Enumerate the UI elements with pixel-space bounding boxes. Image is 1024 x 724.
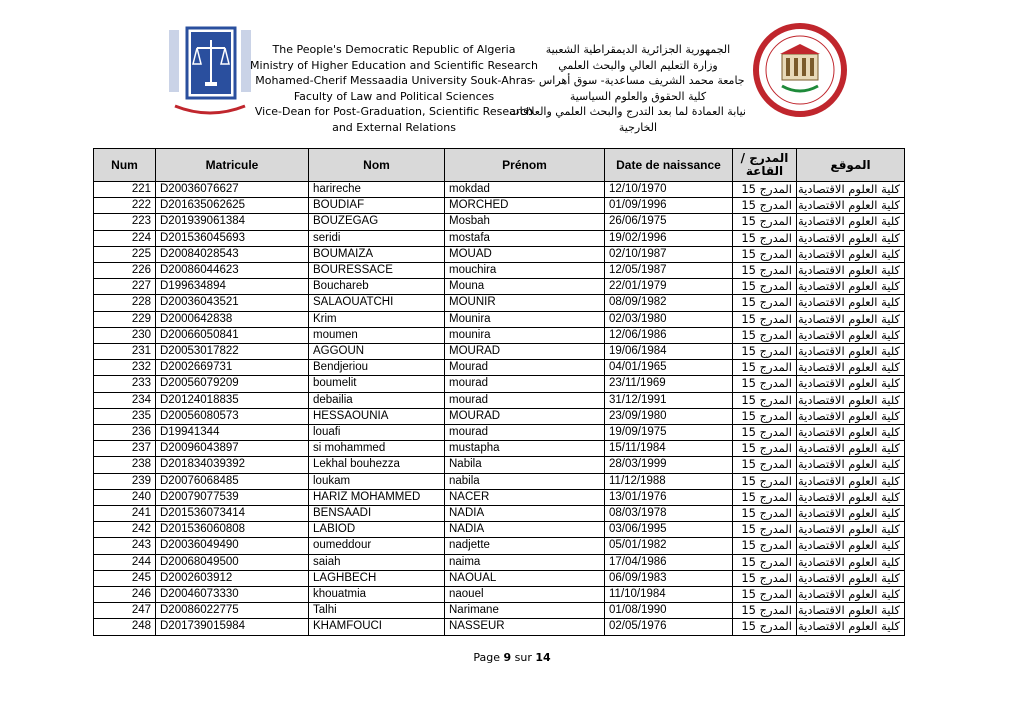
arabic-header-text <box>509 42 746 136</box>
header-date-naissance: Date de naissance <box>605 149 733 182</box>
cell-prenom: MOUNIR <box>445 295 605 311</box>
cell-prenom: Mosbah <box>445 214 605 230</box>
table-body <box>94 182 905 636</box>
cell-location: كلية العلوم الاقتصادية <box>797 489 905 505</box>
cell-matricule: D20046073330 <box>156 587 309 603</box>
header-nom: Nom <box>309 149 445 182</box>
cell-matricule: D2002603912 <box>156 570 309 586</box>
fr-header-line: Ministry of Higher Education and Scientific Research <box>250 58 538 72</box>
table-row <box>94 619 905 635</box>
cell-location: كلية العلوم الاقتصادية <box>797 392 905 408</box>
ar-header-line: نيابة العمادة لما بعد التدرج والبحث العلمي والعلاقات <box>509 105 746 119</box>
cell-num: 242 <box>94 522 156 538</box>
cell-date: 26/06/1975 <box>605 214 733 230</box>
table-row <box>94 182 905 198</box>
table-row <box>94 473 905 489</box>
cell-location: كلية العلوم الاقتصادية <box>797 570 905 586</box>
cell-location: كلية العلوم الاقتصادية <box>797 311 905 327</box>
cell-amphi: المدرج 15 <box>733 538 797 554</box>
cell-date: 02/10/1987 <box>605 246 733 262</box>
cell-matricule: D20096043897 <box>156 441 309 457</box>
cell-prenom: mourad <box>445 425 605 441</box>
cell-num: 227 <box>94 279 156 295</box>
page-total: 14 <box>535 651 551 664</box>
cell-nom: Bouchareb <box>309 279 445 295</box>
table-row <box>94 214 905 230</box>
cell-amphi: المدرج 15 <box>733 327 797 343</box>
table-row <box>94 392 905 408</box>
cell-amphi: المدرج 15 <box>733 263 797 279</box>
header-amphi: المدرج / القاعة <box>733 149 797 182</box>
table-row <box>94 554 905 570</box>
cell-location: كلية العلوم الاقتصادية <box>797 198 905 214</box>
cell-num: 240 <box>94 489 156 505</box>
cell-prenom: MOURAD <box>445 408 605 424</box>
cell-matricule: D20036076627 <box>156 182 309 198</box>
cell-prenom: NAOUAL <box>445 570 605 586</box>
cell-location: كلية العلوم الاقتصادية <box>797 441 905 457</box>
cell-matricule: D201635062625 <box>156 198 309 214</box>
cell-matricule: D20086044623 <box>156 263 309 279</box>
cell-amphi: المدرج 15 <box>733 408 797 424</box>
header-num: Num <box>94 149 156 182</box>
cell-matricule: D201536045693 <box>156 230 309 246</box>
students-table <box>93 148 905 636</box>
university-logo-right <box>752 22 848 118</box>
cell-amphi: المدرج 15 <box>733 522 797 538</box>
table-row <box>94 295 905 311</box>
cell-location: كلية العلوم الاقتصادية <box>797 506 905 522</box>
cell-prenom: mouchira <box>445 263 605 279</box>
page-sep: sur <box>514 651 532 664</box>
cell-date: 15/11/1984 <box>605 441 733 457</box>
cell-prenom: Nabila <box>445 457 605 473</box>
cell-location: كلية العلوم الاقتصادية <box>797 425 905 441</box>
cell-amphi: المدرج 15 <box>733 198 797 214</box>
cell-num: 236 <box>94 425 156 441</box>
table-row <box>94 344 905 360</box>
cell-location: كلية العلوم الاقتصادية <box>797 376 905 392</box>
page-current: 9 <box>503 651 512 664</box>
cell-prenom: MOURAD <box>445 344 605 360</box>
cell-num: 246 <box>94 587 156 603</box>
cell-date: 06/09/1983 <box>605 570 733 586</box>
cell-date: 23/11/1969 <box>605 376 733 392</box>
cell-prenom: NACER <box>445 489 605 505</box>
cell-amphi: المدرج 15 <box>733 376 797 392</box>
cell-date: 19/09/1975 <box>605 425 733 441</box>
cell-num: 232 <box>94 360 156 376</box>
cell-prenom: Mouna <box>445 279 605 295</box>
cell-matricule: D199634894 <box>156 279 309 295</box>
cell-num: 229 <box>94 311 156 327</box>
header-matricule: Matricule <box>156 149 309 182</box>
cell-nom: BOUMAIZA <box>309 246 445 262</box>
cell-date: 01/09/1996 <box>605 198 733 214</box>
cell-date: 02/03/1980 <box>605 311 733 327</box>
cell-matricule: D20066050841 <box>156 327 309 343</box>
cell-prenom: mourad <box>445 392 605 408</box>
cell-amphi: المدرج 15 <box>733 214 797 230</box>
cell-num: 226 <box>94 263 156 279</box>
cell-date: 22/01/1979 <box>605 279 733 295</box>
cell-nom: harireche <box>309 182 445 198</box>
cell-nom: moumen <box>309 327 445 343</box>
cell-prenom: MOUAD <box>445 246 605 262</box>
ar-header-line: كلية الحقوق والعلوم السياسية <box>569 89 707 103</box>
fr-header-line: and External Relations <box>332 120 456 134</box>
cell-prenom: mustapha <box>445 441 605 457</box>
cell-amphi: المدرج 15 <box>733 295 797 311</box>
fr-header-line: The People's Democratic Republic of Algeria <box>272 43 516 56</box>
cell-num: 234 <box>94 392 156 408</box>
cell-matricule: D201939061384 <box>156 214 309 230</box>
cell-matricule: D201834039392 <box>156 457 309 473</box>
cell-nom: KHAMFOUCI <box>309 619 445 635</box>
cell-nom: oumeddour <box>309 538 445 554</box>
cell-amphi: المدرج 15 <box>733 279 797 295</box>
table-row <box>94 489 905 505</box>
cell-num: 238 <box>94 457 156 473</box>
cell-amphi: المدرج 15 <box>733 570 797 586</box>
cell-location: كلية العلوم الاقتصادية <box>797 246 905 262</box>
cell-location: كلية العلوم الاقتصادية <box>797 473 905 489</box>
cell-date: 05/01/1982 <box>605 538 733 554</box>
cell-num: 248 <box>94 619 156 635</box>
university-logo-left <box>165 22 255 122</box>
cell-matricule: D20076068485 <box>156 473 309 489</box>
cell-prenom: Mourad <box>445 360 605 376</box>
header-prenom: Prénom <box>445 149 605 182</box>
cell-nom: si mohammed <box>309 441 445 457</box>
cell-prenom: mounira <box>445 327 605 343</box>
cell-matricule: D201536073414 <box>156 506 309 522</box>
cell-nom: khouatmia <box>309 587 445 603</box>
cell-date: 23/09/1980 <box>605 408 733 424</box>
cell-location: كلية العلوم الاقتصادية <box>797 182 905 198</box>
cell-amphi: المدرج 15 <box>733 473 797 489</box>
cell-prenom: MORCHED <box>445 198 605 214</box>
cell-location: كلية العلوم الاقتصادية <box>797 522 905 538</box>
table-row <box>94 587 905 603</box>
cell-location: كلية العلوم الاقتصادية <box>797 554 905 570</box>
table-row <box>94 522 905 538</box>
fr-header-line: Faculty of Law and Political Sciences <box>293 89 495 103</box>
cell-prenom: mokdad <box>445 182 605 198</box>
cell-nom: SALAOUATCHI <box>309 295 445 311</box>
cell-nom: BOUDIAF <box>309 198 445 214</box>
cell-location: كلية العلوم الاقتصادية <box>797 619 905 635</box>
cell-num: 233 <box>94 376 156 392</box>
cell-matricule: D20056080573 <box>156 408 309 424</box>
table-row <box>94 603 905 619</box>
cell-amphi: المدرج 15 <box>733 425 797 441</box>
cell-date: 11/12/1988 <box>605 473 733 489</box>
cell-date: 01/08/1990 <box>605 603 733 619</box>
page-footer <box>0 651 1024 664</box>
cell-nom: HESSAOUNIA <box>309 408 445 424</box>
table-row <box>94 506 905 522</box>
cell-location: كلية العلوم الاقتصادية <box>797 538 905 554</box>
cell-date: 31/12/1991 <box>605 392 733 408</box>
cell-prenom: naima <box>445 554 605 570</box>
ar-header-line: جامعة محمد الشريف مساعدية- سوق أهراس - <box>531 74 745 88</box>
cell-matricule: D201536060808 <box>156 522 309 538</box>
cell-date: 08/03/1978 <box>605 506 733 522</box>
cell-date: 12/05/1987 <box>605 263 733 279</box>
cell-location: كلية العلوم الاقتصادية <box>797 457 905 473</box>
cell-prenom: Narimane <box>445 603 605 619</box>
cell-num: 230 <box>94 327 156 343</box>
cell-amphi: المدرج 15 <box>733 587 797 603</box>
cell-prenom: naouel <box>445 587 605 603</box>
table-row <box>94 327 905 343</box>
cell-matricule: D20036049490 <box>156 538 309 554</box>
cell-prenom: mostafa <box>445 230 605 246</box>
cell-amphi: المدرج 15 <box>733 246 797 262</box>
table-row <box>94 230 905 246</box>
cell-amphi: المدرج 15 <box>733 441 797 457</box>
table-header-row <box>94 149 905 182</box>
cell-date: 17/04/1986 <box>605 554 733 570</box>
cell-matricule: D20053017822 <box>156 344 309 360</box>
cell-nom: BOURESSACE <box>309 263 445 279</box>
cell-location: كلية العلوم الاقتصادية <box>797 214 905 230</box>
cell-location: كلية العلوم الاقتصادية <box>797 263 905 279</box>
cell-nom: AGGOUN <box>309 344 445 360</box>
cell-date: 13/01/1976 <box>605 489 733 505</box>
cell-num: 244 <box>94 554 156 570</box>
cell-location: كلية العلوم الاقتصادية <box>797 279 905 295</box>
cell-num: 243 <box>94 538 156 554</box>
fr-header-line: Mohamed-Cherif Messaadia University Souk-Ahras <box>255 74 533 88</box>
cell-date: 04/01/1965 <box>605 360 733 376</box>
cell-nom: Talhi <box>309 603 445 619</box>
table-row <box>94 311 905 327</box>
cell-num: 228 <box>94 295 156 311</box>
cell-date: 12/10/1970 <box>605 182 733 198</box>
cell-num: 224 <box>94 230 156 246</box>
cell-location: كلية العلوم الاقتصادية <box>797 344 905 360</box>
cell-nom: BENSAADI <box>309 506 445 522</box>
cell-date: 11/10/1984 <box>605 587 733 603</box>
cell-location: كلية العلوم الاقتصادية <box>797 408 905 424</box>
table-row <box>94 198 905 214</box>
table-row <box>94 441 905 457</box>
cell-location: كلية العلوم الاقتصادية <box>797 360 905 376</box>
cell-matricule: D20084028543 <box>156 246 309 262</box>
cell-amphi: المدرج 15 <box>733 230 797 246</box>
table-row <box>94 246 905 262</box>
cell-amphi: المدرج 15 <box>733 489 797 505</box>
cell-location: كلية العلوم الاقتصادية <box>797 327 905 343</box>
cell-matricule: D20124018835 <box>156 392 309 408</box>
cell-nom: LAGHBECH <box>309 570 445 586</box>
cell-amphi: المدرج 15 <box>733 619 797 635</box>
cell-date: 28/03/1999 <box>605 457 733 473</box>
cell-num: 237 <box>94 441 156 457</box>
cell-nom: Lekhal bouhezza <box>309 457 445 473</box>
cell-amphi: المدرج 15 <box>733 603 797 619</box>
table-row <box>94 425 905 441</box>
table-row <box>94 263 905 279</box>
cell-location: كلية العلوم الاقتصادية <box>797 603 905 619</box>
cell-amphi: المدرج 15 <box>733 182 797 198</box>
cell-prenom: mourad <box>445 376 605 392</box>
cell-prenom: NASSEUR <box>445 619 605 635</box>
cell-num: 247 <box>94 603 156 619</box>
cell-nom: boumelit <box>309 376 445 392</box>
cell-num: 221 <box>94 182 156 198</box>
table-row <box>94 570 905 586</box>
document-header <box>0 0 1024 145</box>
cell-nom: Krim <box>309 311 445 327</box>
cell-matricule: D2000642838 <box>156 311 309 327</box>
cell-nom: LABIOD <box>309 522 445 538</box>
cell-matricule: D19941344 <box>156 425 309 441</box>
cell-location: كلية العلوم الاقتصادية <box>797 230 905 246</box>
cell-nom: Bendjeriou <box>309 360 445 376</box>
french-header-text <box>248 42 540 136</box>
cell-nom: loukam <box>309 473 445 489</box>
header-location: الموقع <box>797 149 905 182</box>
ar-header-line: الجمهورية الجزائرية الديمقراطية الشعبية <box>545 43 731 56</box>
cell-num: 235 <box>94 408 156 424</box>
cell-matricule: D201739015984 <box>156 619 309 635</box>
cell-amphi: المدرج 15 <box>733 360 797 376</box>
cell-matricule: D20068049500 <box>156 554 309 570</box>
cell-amphi: المدرج 15 <box>733 344 797 360</box>
cell-num: 222 <box>94 198 156 214</box>
cell-amphi: المدرج 15 <box>733 506 797 522</box>
cell-date: 19/02/1996 <box>605 230 733 246</box>
table-row <box>94 360 905 376</box>
cell-date: 02/05/1976 <box>605 619 733 635</box>
cell-amphi: المدرج 15 <box>733 457 797 473</box>
cell-prenom: nadjette <box>445 538 605 554</box>
cell-date: 12/06/1986 <box>605 327 733 343</box>
fr-header-line: Vice-Dean for Post-Graduation, Scientific Research <box>254 105 534 119</box>
cell-num: 241 <box>94 506 156 522</box>
cell-prenom: NADIA <box>445 522 605 538</box>
cell-nom: debailia <box>309 392 445 408</box>
cell-nom: saiah <box>309 554 445 570</box>
table-row <box>94 538 905 554</box>
cell-num: 239 <box>94 473 156 489</box>
table-row <box>94 279 905 295</box>
cell-prenom: nabila <box>445 473 605 489</box>
cell-matricule: D20036043521 <box>156 295 309 311</box>
table-row <box>94 376 905 392</box>
cell-date: 03/06/1995 <box>605 522 733 538</box>
cell-amphi: المدرج 15 <box>733 392 797 408</box>
ar-header-line: وزارة التعليم العالي والبحث العلمي <box>558 58 718 72</box>
cell-date: 19/06/1984 <box>605 344 733 360</box>
page-label: Page <box>473 651 500 664</box>
cell-matricule: D20056079209 <box>156 376 309 392</box>
cell-prenom: Mounira <box>445 311 605 327</box>
cell-matricule: D2002669731 <box>156 360 309 376</box>
cell-nom: HARIZ MOHAMMED <box>309 489 445 505</box>
cell-location: كلية العلوم الاقتصادية <box>797 587 905 603</box>
ar-header-line: الخارجية <box>618 120 658 134</box>
cell-nom: louafi <box>309 425 445 441</box>
cell-amphi: المدرج 15 <box>733 311 797 327</box>
cell-num: 225 <box>94 246 156 262</box>
cell-matricule: D20086022775 <box>156 603 309 619</box>
cell-date: 08/09/1982 <box>605 295 733 311</box>
cell-num: 223 <box>94 214 156 230</box>
table-row <box>94 457 905 473</box>
cell-num: 245 <box>94 570 156 586</box>
cell-amphi: المدرج 15 <box>733 554 797 570</box>
cell-matricule: D20079077539 <box>156 489 309 505</box>
cell-prenom: NADIA <box>445 506 605 522</box>
table-row <box>94 408 905 424</box>
cell-num: 231 <box>94 344 156 360</box>
cell-location: كلية العلوم الاقتصادية <box>797 295 905 311</box>
cell-nom: seridi <box>309 230 445 246</box>
cell-nom: BOUZEGAG <box>309 214 445 230</box>
